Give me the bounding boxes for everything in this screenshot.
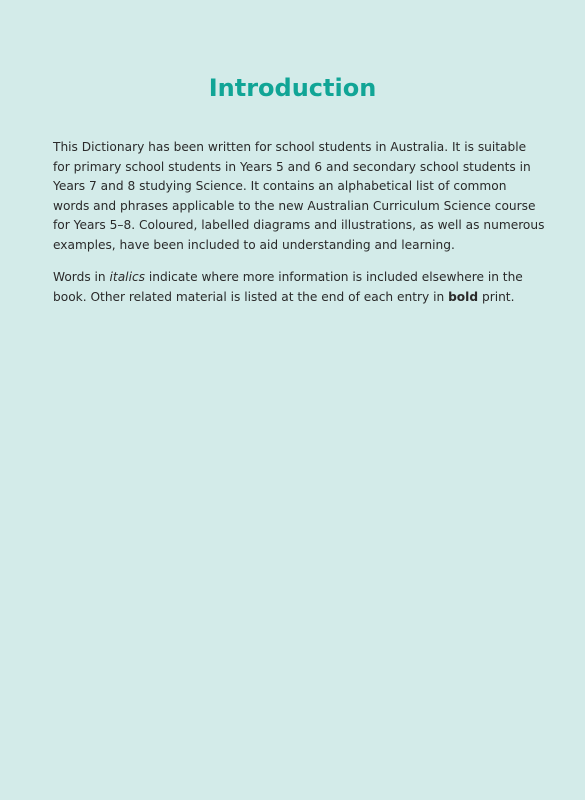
text-run: indicate where more information is included elsewhere in the	[145, 270, 523, 284]
text-run: book. Other related material is listed at the end of each entry in	[53, 289, 449, 304]
page-title: Introduction	[208, 74, 377, 102]
paragraph-line: This Dictionary has been written for school students in Australia. It is suitable	[53, 140, 527, 154]
paragraph-line	[53, 268, 553, 288]
italics-example: italics	[109, 270, 146, 284]
paragraph-line: for Years 5–8. Coloured, labelled diagrams and illustrations, as well as numerous	[53, 218, 545, 232]
paragraph-line: examples, have been included to aid understanding and learning.	[53, 237, 455, 252]
text-run: print.	[478, 289, 515, 304]
notation-paragraph	[53, 268, 553, 307]
text-run: Words in	[53, 270, 110, 284]
intro-paragraph	[53, 138, 553, 255]
paragraph-line	[53, 288, 553, 308]
paragraph-line: Years 7 and 8 studying Science. It contains an alphabetical list of common	[53, 179, 507, 193]
bold-example: bold	[448, 289, 479, 304]
paragraph-line: words and phrases applicable to the new Australian Curriculum Science course	[53, 198, 536, 213]
paragraph-line: for primary school students in Years 5 and 6 and secondary school students in	[53, 159, 531, 174]
